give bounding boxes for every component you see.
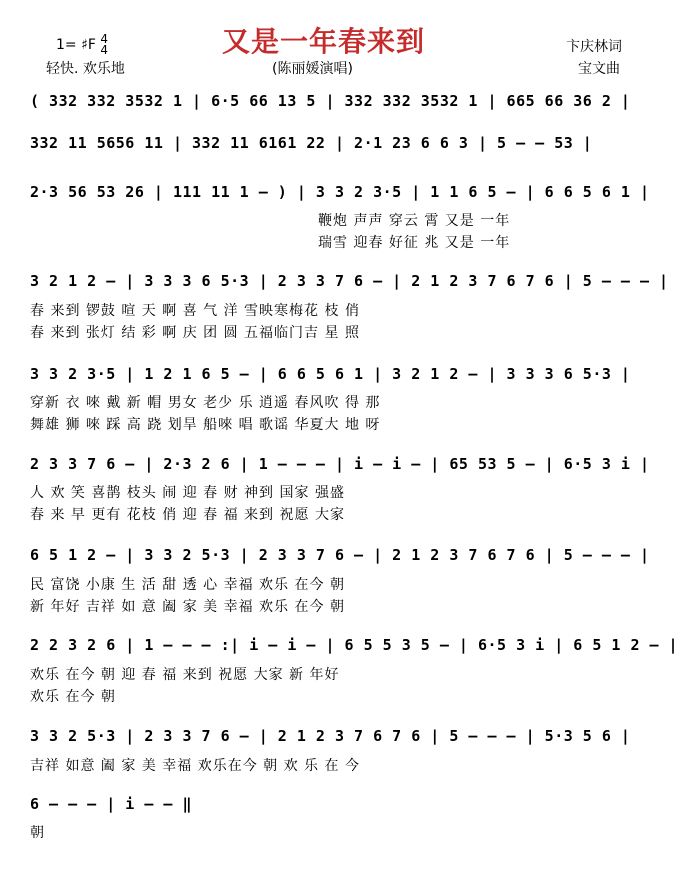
lyric-row-4-verse-1: 春 来到 锣鼓 喧 天 啊 喜 气 洋 雪映寒梅花 枝 俏 — [30, 303, 360, 319]
time-bottom: 4 — [100, 43, 109, 57]
score-row-5: 3 3 2 3·5 | 1 2 1 6 5 – | 6 6 5 6 1 | 3 2 1 2 – | 3 3 3 6 5·3 | — [30, 365, 631, 383]
lyric-row-6-verse-1: 人 欢 笑 喜鹊 枝头 闹 迎 春 财 神到 国家 强盛 — [30, 485, 345, 501]
key-signature — [56, 34, 108, 56]
song-title: 又是一年春来到 — [222, 25, 426, 58]
singer-credit: (陈丽媛演唱) — [272, 61, 353, 77]
score-row-8: 2 2 3 2 6 | 1 – – – :| i – i – | 6 5 5 3 5 – | 6·5 3 i | 6 5 1 2 – | — [30, 636, 679, 654]
score-row-1: ( 332 332 3532 1 | 6·5 66 13 5 | 332 332 3532 1 | 665 66 36 2 | — [30, 92, 631, 110]
lyric-row-3-verse-2: 瑞雪 迎春 好征 兆 又是 一年 — [318, 235, 511, 251]
time-signature — [100, 34, 108, 56]
key-label: 1= ♯F — [56, 37, 96, 53]
time-top: 4 — [100, 32, 109, 46]
score-row-10: 6 – – – | i – – ‖ — [30, 795, 193, 813]
lyric-row-5-verse-2: 舞雄 狮 唻 踩 高 跷 划旱 船唻 唱 歌谣 华夏大 地 呀 — [30, 417, 381, 433]
lyric-row-8-verse-2: 欢乐 在今 朝 — [30, 689, 116, 705]
composer-credit: 宝文曲 — [578, 61, 620, 77]
lyric-row-4-verse-2: 春 来到 张灯 结 彩 啊 庆 团 圆 五福临门吉 星 照 — [30, 325, 360, 341]
score-row-2: 332 11 5656 11 | 332 11 6161 22 | 2·1 23 6 6 3 | 5 – – 53 | — [30, 134, 593, 152]
score-row-4: 3 2 1 2 – | 3 3 3 6 5·3 | 2 3 3 7 6 – | 2 1 2 3 7 6 7 6 | 5 – – – | — [30, 272, 669, 290]
score-row-6: 2 3 3 7 6 – | 2·3 2 6 | 1 – – – | i – i – | 65 53 5 – | 6·5 3 i | — [30, 455, 650, 473]
lyricist-credit: 卞庆林词 — [566, 39, 622, 55]
lyric-row-10-verse-1: 朝 — [30, 825, 45, 841]
tempo-marking: 轻快. 欢乐地 — [46, 61, 125, 77]
lyric-row-7-verse-2: 新 年好 吉祥 如 意 阖 家 美 幸福 欢乐 在今 朝 — [30, 599, 345, 615]
lyric-row-3-verse-1: 鞭炮 声声 穿云 霄 又是 一年 — [318, 213, 511, 229]
score-row-7: 6 5 1 2 – | 3 3 2 5·3 | 2 3 3 7 6 – | 2 1 2 3 7 6 7 6 | 5 – – – | — [30, 546, 650, 564]
lyric-row-8-verse-1: 欢乐 在今 朝 迎 春 福 来到 祝愿 大家 新 年好 — [30, 667, 340, 683]
lyric-row-5-verse-1: 穿新 衣 唻 戴 新 帽 男女 老少 乐 逍遥 春风吹 得 那 — [30, 395, 381, 411]
score-row-3: 2·3 56 53 26 | 111 11 1 – ) | 3 3 2 3·5 | 1 1 6 5 – | 6 6 5 6 1 | — [30, 183, 650, 201]
lyric-row-9-verse-1: 吉祥 如意 阖 家 美 幸福 欢乐在今 朝 欢 乐 在 今 — [30, 758, 360, 774]
score-row-9: 3 3 2 5·3 | 2 3 3 7 6 – | 2 1 2 3 7 6 7 6 | 5 – – – | 5·3 5 6 | — [30, 727, 631, 745]
lyric-row-6-verse-2: 春 来 早 更有 花枝 俏 迎 春 福 来到 祝愿 大家 — [30, 507, 345, 523]
lyric-row-7-verse-1: 民 富饶 小康 生 活 甜 透 心 幸福 欢乐 在今 朝 — [30, 577, 345, 593]
